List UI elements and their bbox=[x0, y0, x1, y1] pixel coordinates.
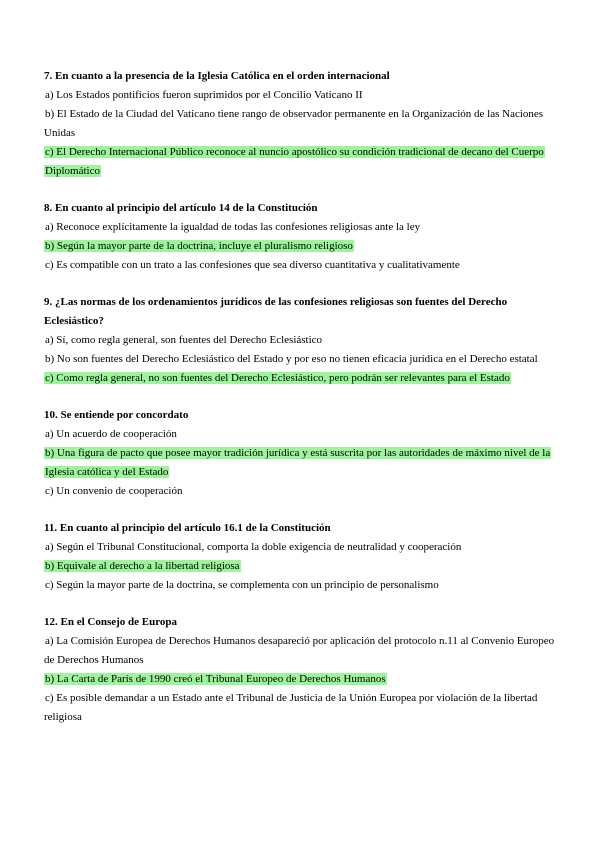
option-text: a) Los Estados pontificios fueron suprimidos por el Concilio Vaticano II bbox=[45, 89, 363, 101]
option-text: c) El Derecho Internacional Público reconoce al nuncio apostólico su condición tradicional de decano del Cuerpo Diplomático bbox=[45, 146, 544, 177]
option-text: b) La Carta de París de 1990 creó el Tribunal Europeo de Derechos Humanos bbox=[45, 673, 386, 685]
option-a bbox=[44, 538, 560, 557]
option-a bbox=[44, 632, 560, 670]
option-a bbox=[44, 86, 560, 105]
option-b bbox=[44, 105, 560, 143]
question-8 bbox=[44, 199, 560, 275]
option-text: a) Según el Tribunal Constitucional, comporta la doble exigencia de neutralidad y cooperación bbox=[45, 541, 462, 553]
option-b-correct bbox=[44, 557, 560, 576]
option-text: c) Según la mayor parte de la doctrina, se complementa con un principio de personalismo bbox=[45, 579, 439, 591]
option-text: c) Un convenio de cooperación bbox=[45, 485, 183, 497]
option-c-correct bbox=[44, 369, 560, 388]
option-text: a) Sí, como regla general, son fuentes del Derecho Eclesiástico bbox=[45, 334, 323, 346]
option-text: b) Según la mayor parte de la doctrina, incluye el pluralismo religioso bbox=[45, 240, 353, 252]
option-c bbox=[44, 576, 560, 595]
question-11 bbox=[44, 519, 560, 595]
option-c bbox=[44, 256, 560, 275]
question-title: 8. En cuanto al principio del artículo 14 de la Constitución bbox=[44, 202, 318, 214]
option-text: a) La Comisión Europea de Derechos Humanos desapareció por aplicación del protocolo n.11 al Convenio Europeo de Derechos Humanos bbox=[44, 635, 555, 666]
option-c-correct bbox=[44, 143, 560, 181]
question-title: 11. En cuanto al principio del artículo 16.1 de la Constitución bbox=[44, 522, 331, 534]
option-text: a) Reconoce explícitamente la igualdad de todas las confesiones religiosas ante la ley bbox=[45, 221, 421, 233]
option-text: b) Una figura de pacto que posee mayor tradición jurídica y está suscrita por las autoridades de máximo nivel de la Iglesia católica y del Estado bbox=[45, 447, 551, 478]
option-text: c) Es posible demandar a un Estado ante el Tribunal de Justicia de la Unión Europea por violación de la libertad religiosa bbox=[44, 692, 538, 723]
question-title: 10. Se entiende por concordato bbox=[44, 409, 189, 421]
option-text: b) Equivale al derecho a la libertad religiosa bbox=[45, 560, 240, 572]
question-10 bbox=[44, 406, 560, 501]
option-b-correct bbox=[44, 237, 560, 256]
option-c bbox=[44, 482, 560, 501]
question-7 bbox=[44, 67, 560, 181]
question-12 bbox=[44, 613, 560, 727]
option-a bbox=[44, 218, 560, 237]
option-text: b) El Estado de la Ciudad del Vaticano tiene rango de observador permanente en la Organización de las Naciones Unidas bbox=[44, 108, 544, 139]
option-text: a) Un acuerdo de cooperación bbox=[45, 428, 177, 440]
question-title: 12. En el Consejo de Europa bbox=[44, 616, 178, 628]
option-b-correct bbox=[44, 444, 560, 482]
option-c bbox=[44, 689, 560, 727]
option-text: b) No son fuentes del Derecho Eclesiástico del Estado y por eso no tienen eficacia jurídica en el Derecho estatal bbox=[45, 353, 538, 365]
option-a bbox=[44, 331, 560, 350]
question-title: 9. ¿Las normas de los ordenamientos jurídicos de las confesiones religiosas son fuentes del Derecho Eclesiástico? bbox=[44, 296, 508, 327]
option-text: c) Como regla general, no son fuentes del Derecho Eclesiástico, pero podrán ser relevantes para el Estado bbox=[45, 372, 510, 384]
option-text: c) Es compatible con un trato a las confesiones que sea diverso cuantitativa y cualitativamente bbox=[45, 259, 460, 271]
option-a bbox=[44, 425, 560, 444]
option-b bbox=[44, 350, 560, 369]
option-b-correct bbox=[44, 670, 560, 689]
question-title: 7. En cuanto a la presencia de la Iglesia Católica en el orden internacional bbox=[44, 70, 390, 82]
question-9 bbox=[44, 293, 560, 388]
